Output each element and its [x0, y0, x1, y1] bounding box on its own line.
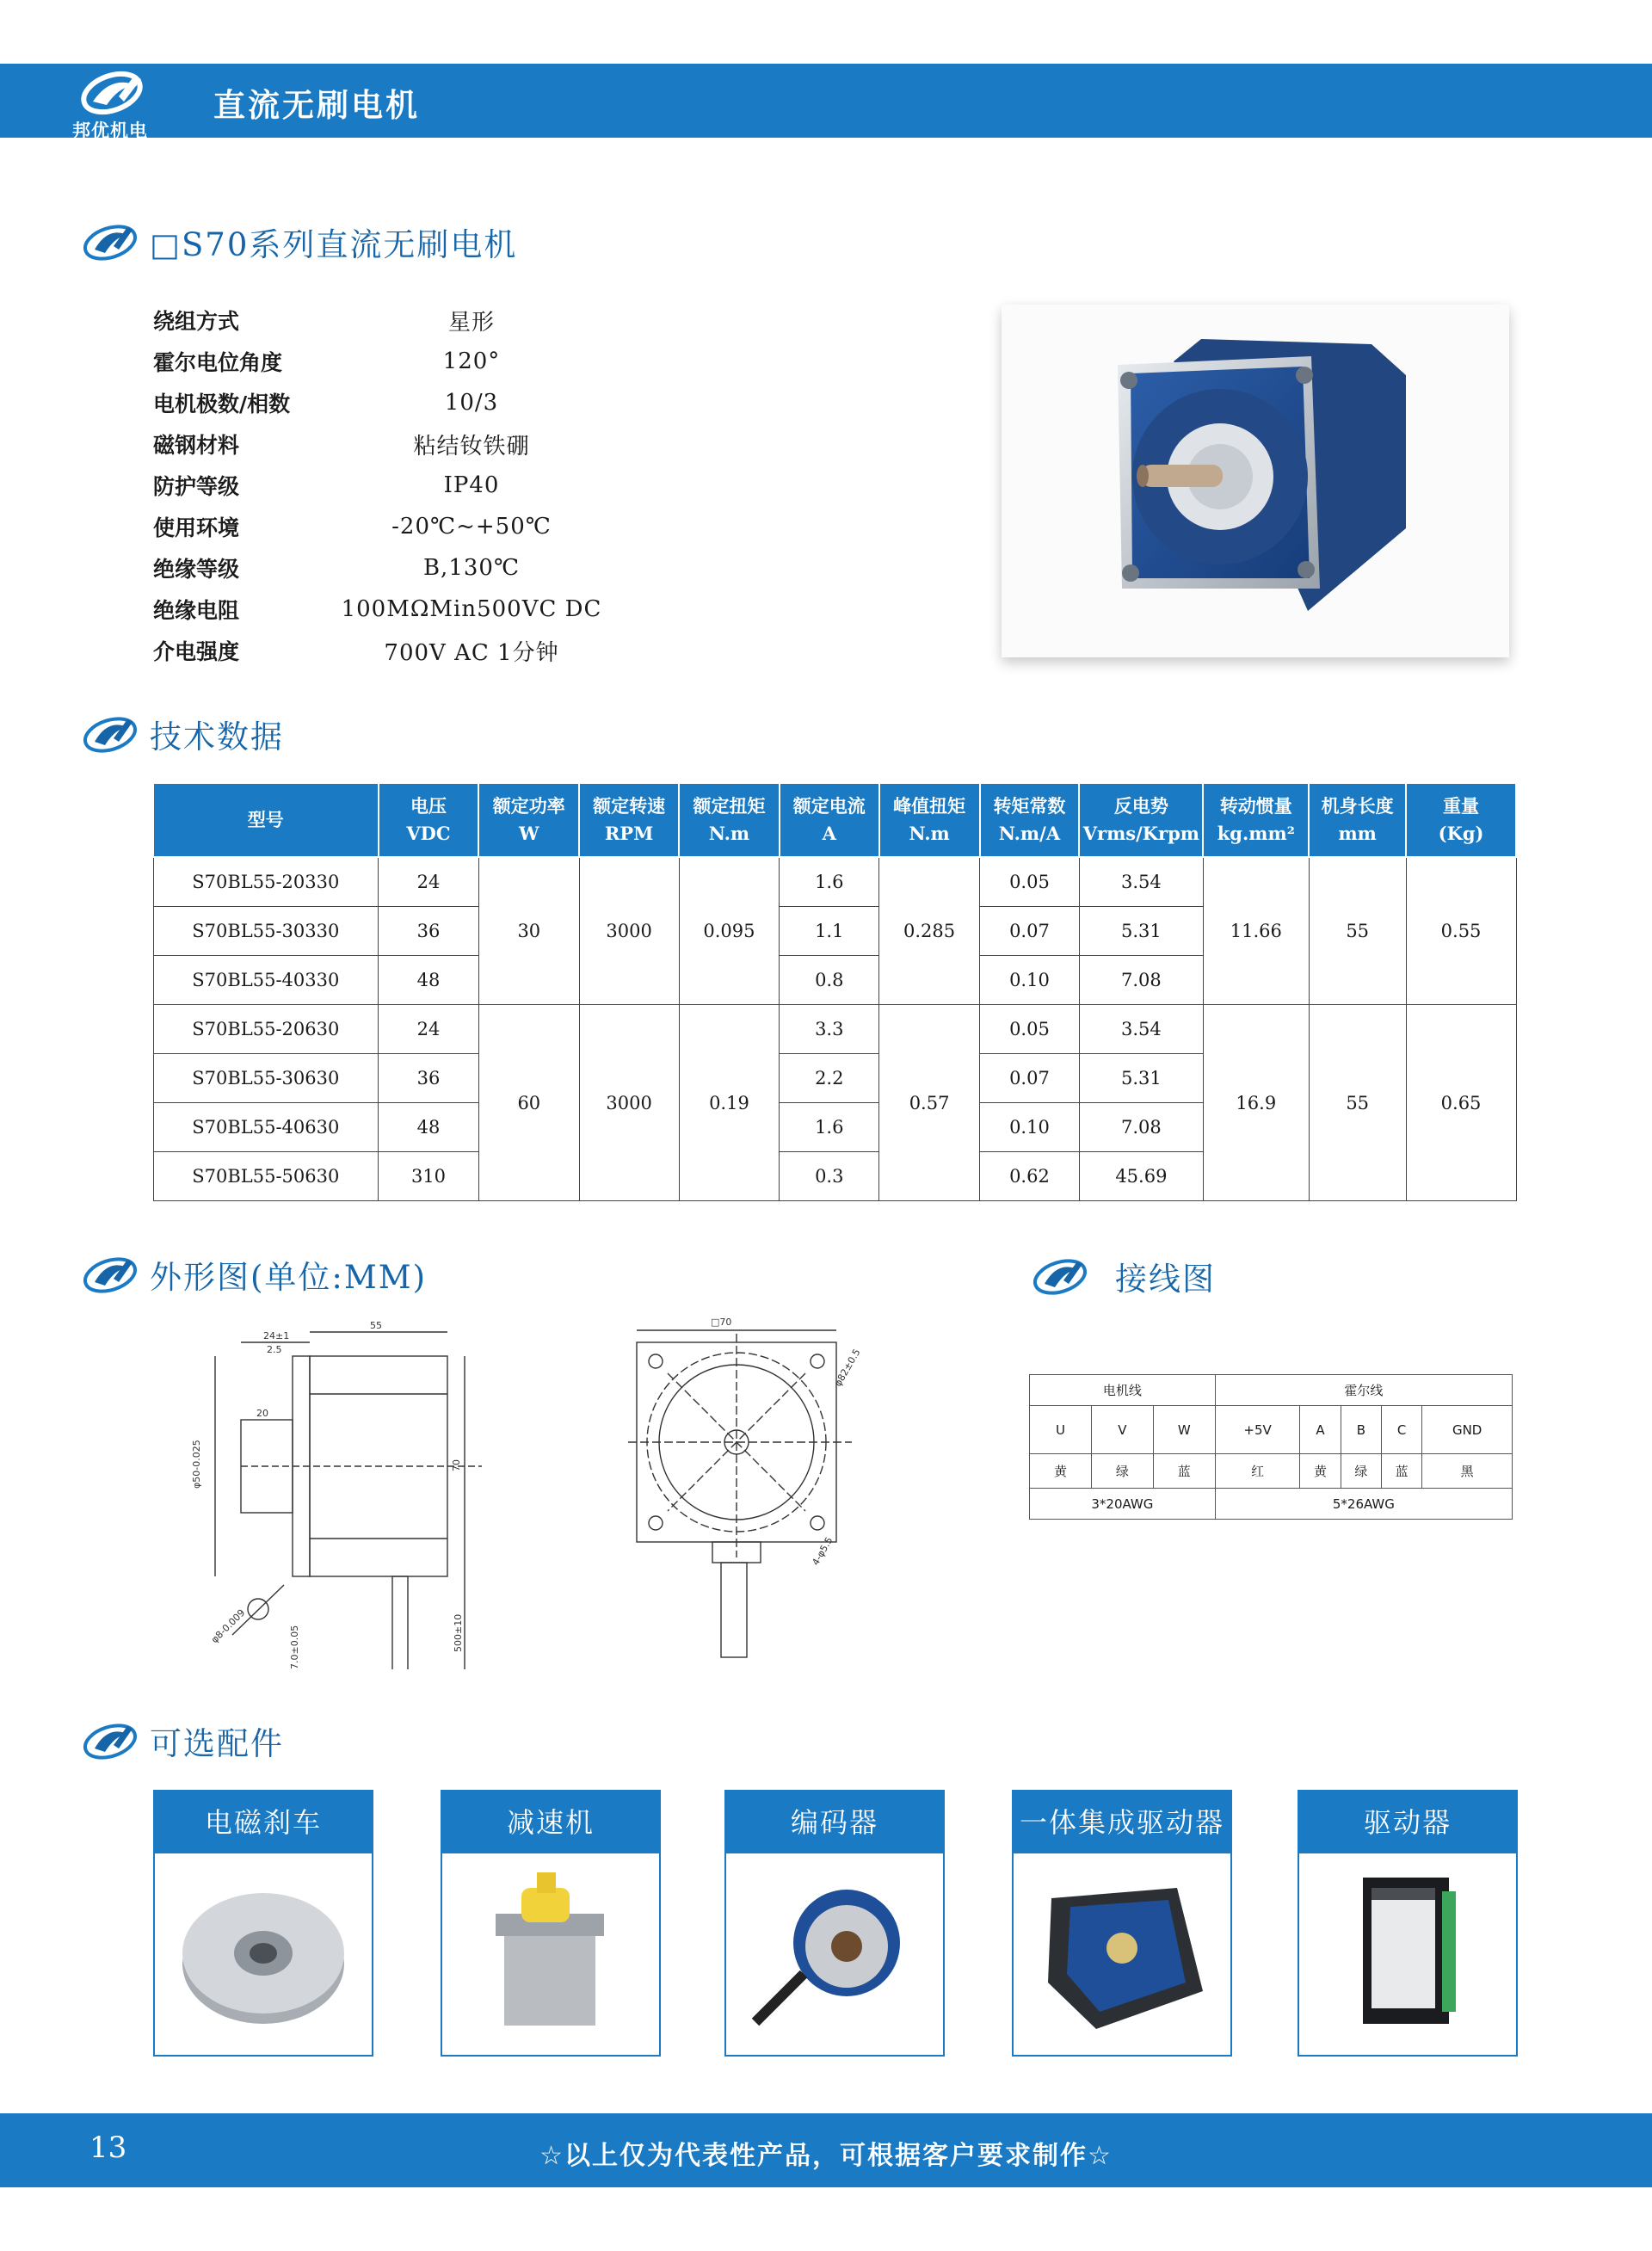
outline-drawing: [181, 1308, 929, 1669]
table-row: [153, 1005, 1516, 1054]
cell-current: 3.3: [780, 1005, 879, 1054]
cell-current: 0.8: [780, 956, 879, 1005]
cell-power: 60: [478, 1005, 579, 1201]
cell-model: S70BL55-30330: [153, 907, 379, 956]
spec-list: [153, 299, 635, 671]
header-current: 额定电流 A: [780, 783, 879, 857]
header-torque: 额定扭矩 N.m: [679, 783, 780, 857]
accessory-title: 电磁刹车: [155, 1792, 372, 1853]
cell-current: 0.3: [780, 1152, 879, 1201]
cell-voltage: 24: [379, 857, 479, 907]
cell-torque-constant: 0.05: [980, 1005, 1080, 1054]
cell-back-emf: 45.69: [1079, 1152, 1203, 1201]
footer-note: ☆以上仅为代表性产品，可根据客户要求制作☆: [539, 2141, 1113, 2171]
cell-peak-torque: 0.57: [879, 1005, 980, 1201]
cell-back-emf: 7.08: [1079, 1103, 1203, 1152]
header-speed: 额定转速 RPM: [579, 783, 679, 857]
accessory-card-brake[interactable]: [153, 1790, 373, 2057]
accessory-title: 一体集成驱动器: [1014, 1792, 1230, 1853]
cell-back-emf: 7.08: [1079, 956, 1203, 1005]
accessory-card-encoder[interactable]: [724, 1790, 945, 2057]
brushless-motor-image: [1002, 305, 1509, 657]
wiring-pin: V: [1091, 1406, 1153, 1454]
cell-back-emf: 5.31: [1079, 907, 1203, 956]
cell-back-emf: 3.54: [1079, 857, 1203, 907]
cell-torque-constant: 0.62: [980, 1152, 1080, 1201]
spec-row: [153, 630, 635, 671]
spec-value: 100MΩMin500VC DC: [341, 596, 602, 622]
section-logo-icon: [1029, 1255, 1091, 1298]
wiring-color: 红: [1215, 1454, 1300, 1489]
wiring-group-motor: 电机线: [1030, 1375, 1216, 1406]
cell-model: S70BL55-40630: [153, 1103, 379, 1152]
section-series-heading: [79, 219, 517, 265]
wiring-awg-hall: 5*26AWG: [1215, 1489, 1512, 1520]
cell-model: S70BL55-20630: [153, 1005, 379, 1054]
cell-model: S70BL55-30630: [153, 1054, 379, 1103]
header-power: 额定功率 W: [478, 783, 579, 857]
cell-current: 1.6: [780, 1103, 879, 1152]
cell-torque-constant: 0.10: [980, 956, 1080, 1005]
accessory-card-gearbox[interactable]: [441, 1790, 661, 2057]
cell-voltage: 36: [379, 907, 479, 956]
spec-row: [153, 382, 635, 423]
cell-current: 1.1: [780, 907, 879, 956]
spec-value: 星形: [447, 309, 495, 336]
header-torque-constant: 转矩常数 N.m/A: [980, 783, 1080, 857]
section-dims-heading: [79, 1251, 427, 1298]
spec-label: 电机极数/相数: [153, 392, 291, 416]
wiring-pin: B: [1341, 1406, 1381, 1454]
spec-value: 120°: [442, 348, 501, 374]
accessory-card-driver[interactable]: [1298, 1790, 1518, 2057]
cell-speed: 3000: [579, 1005, 679, 1201]
spec-label: 使用环境: [153, 515, 240, 540]
wiring-color: 蓝: [1153, 1454, 1215, 1489]
spec-label: 介电强度: [153, 639, 240, 664]
dim-70-label: 70: [451, 1459, 462, 1471]
cell-model: S70BL55-20330: [153, 857, 379, 907]
wiring-group-row: [1030, 1375, 1513, 1406]
cell-voltage: 48: [379, 956, 479, 1005]
cell-current: 2.2: [780, 1054, 879, 1103]
cell-length: 55: [1309, 1005, 1406, 1201]
accessory-card-integrated-driver[interactable]: [1012, 1790, 1232, 2057]
cell-back-emf: 5.31: [1079, 1054, 1203, 1103]
header-title: 直流无刷电机: [213, 87, 420, 124]
cell-torque-constant: 0.07: [980, 907, 1080, 956]
cell-peak-torque: 0.285: [879, 857, 980, 1005]
cell-torque-constant: 0.05: [980, 857, 1080, 907]
header-inertia: 转动惯量 kg.mm²: [1203, 783, 1309, 857]
encoder-image: [726, 1853, 943, 2051]
section-logo-icon: [79, 712, 141, 755]
cell-torque-constant: 0.07: [980, 1054, 1080, 1103]
spec-row: [153, 465, 635, 506]
spec-label: 绕组方式: [153, 309, 240, 334]
cell-speed: 3000: [579, 857, 679, 1005]
spec-row: [153, 506, 635, 547]
spec-row: [153, 423, 635, 465]
spec-row: [153, 547, 635, 589]
dim-square-label: □70: [711, 1317, 732, 1328]
cell-current: 1.6: [780, 857, 879, 907]
section-series-title: □S70系列直流无刷电机: [150, 226, 518, 263]
dim-length-label: 55: [370, 1320, 382, 1331]
header-peak-torque: 峰值扭矩 N.m: [879, 783, 980, 857]
spec-value: -20℃~+50℃: [391, 514, 552, 540]
gearbox-image: [442, 1853, 659, 2051]
wiring-color: 黄: [1030, 1454, 1092, 1489]
wiring-awg-row: [1030, 1489, 1513, 1520]
cell-voltage: 48: [379, 1103, 479, 1152]
header-weight: 重量 (Kg): [1406, 783, 1516, 857]
cell-model: S70BL55-50630: [153, 1152, 379, 1201]
wiring-color: 蓝: [1382, 1454, 1422, 1489]
section-wiring-heading: [1029, 1253, 1216, 1299]
spec-row: [153, 589, 635, 630]
brake-image: [155, 1853, 372, 2051]
dim-top-label: 24±1: [263, 1330, 290, 1341]
cell-weight: 0.55: [1406, 857, 1516, 1005]
section-accessories-heading: [79, 1718, 284, 1764]
cell-voltage: 36: [379, 1054, 479, 1103]
spec-value: IP40: [443, 472, 500, 498]
section-logo-icon: [79, 1253, 141, 1296]
wiring-group-hall: 霍尔线: [1215, 1375, 1512, 1406]
header-model: 型号: [153, 783, 379, 857]
spec-row: [153, 341, 635, 382]
section-logo-icon: [79, 220, 141, 263]
header-voltage: 电压 VDC: [379, 783, 479, 857]
integrated-driver-image: [1014, 1853, 1230, 2051]
cell-torque-constant: 0.10: [980, 1103, 1080, 1152]
dim-key-label: 7.0±0.05: [289, 1625, 300, 1669]
spec-value: 700V AC 1分钟: [384, 639, 559, 666]
section-tech-heading: [79, 711, 284, 757]
dim-pcd-label: φ82±0.5: [832, 1347, 863, 1389]
wiring-table: [1029, 1374, 1513, 1520]
table-row: [153, 857, 1516, 907]
cell-weight: 0.65: [1406, 1005, 1516, 1201]
spec-value: B,130℃: [422, 555, 521, 581]
wiring-pin: GND: [1422, 1406, 1513, 1454]
driver-image: [1299, 1853, 1516, 2051]
section-dims-title: 外形图(单位:MM): [150, 1259, 428, 1296]
dim-body-label: φ50-0.025: [191, 1440, 202, 1489]
wiring-pin-row: [1030, 1406, 1513, 1454]
cell-back-emf: 3.54: [1079, 1005, 1203, 1054]
spec-value: 10/3: [444, 390, 499, 416]
cell-inertia: 11.66: [1203, 857, 1309, 1005]
section-wiring-title: 接线图: [1115, 1261, 1216, 1298]
wiring-color: 绿: [1091, 1454, 1153, 1489]
table-header-row: [153, 783, 1516, 857]
wiring-color: 黑: [1422, 1454, 1513, 1489]
accessory-title: 编码器: [726, 1792, 943, 1853]
spec-label: 磁钢材料: [153, 433, 240, 458]
accessory-title: 驱动器: [1299, 1792, 1516, 1853]
brand-text: 邦优机电: [72, 120, 148, 141]
spec-label: 绝缘电阻: [153, 598, 240, 623]
spec-value: 粘结钕铁硼: [413, 433, 530, 459]
wiring-pin: C: [1382, 1406, 1422, 1454]
dim-lead-label: 500±10: [453, 1613, 464, 1652]
cell-inertia: 16.9: [1203, 1005, 1309, 1201]
spec-label: 绝缘等级: [153, 557, 240, 582]
header-length: 机身长度 mm: [1309, 783, 1406, 857]
cell-length: 55: [1309, 857, 1406, 1005]
wiring-pin: A: [1300, 1406, 1341, 1454]
motor-photo: [1002, 305, 1509, 657]
tech-data-table: [152, 782, 1517, 1201]
spec-label: 防护等级: [153, 474, 240, 499]
section-logo-icon: [79, 1719, 141, 1762]
cell-model: S70BL55-40330: [153, 956, 379, 1005]
wiring-color-row: [1030, 1454, 1513, 1489]
cell-power: 30: [478, 857, 579, 1005]
section-accessories-title: 可选配件: [150, 1725, 284, 1762]
cell-torque: 0.095: [679, 857, 780, 1005]
cell-voltage: 24: [379, 1005, 479, 1054]
cell-voltage: 310: [379, 1152, 479, 1201]
accessory-title: 减速机: [442, 1792, 659, 1853]
dim-20-label: 20: [256, 1408, 268, 1419]
section-tech-title: 技术数据: [150, 718, 284, 755]
dim-holes-label: 4-φ5.5: [810, 1535, 835, 1568]
header-back-emf: 反电势 Vrms/Krpm: [1079, 783, 1203, 857]
spec-row: [153, 299, 635, 341]
wiring-color: 绿: [1341, 1454, 1381, 1489]
page-number: 13: [89, 2131, 127, 2165]
wiring-pin: +5V: [1215, 1406, 1300, 1454]
dim-shaft-label: φ8-0.009: [208, 1607, 248, 1646]
spec-label: 霍尔电位角度: [153, 350, 283, 375]
wiring-pin: U: [1030, 1406, 1092, 1454]
wiring-pin: W: [1153, 1406, 1215, 1454]
wiring-color: 黄: [1300, 1454, 1341, 1489]
dim-step-label: 2.5: [267, 1344, 282, 1355]
cell-torque: 0.19: [679, 1005, 780, 1201]
wiring-awg-motor: 3*20AWG: [1030, 1489, 1216, 1520]
